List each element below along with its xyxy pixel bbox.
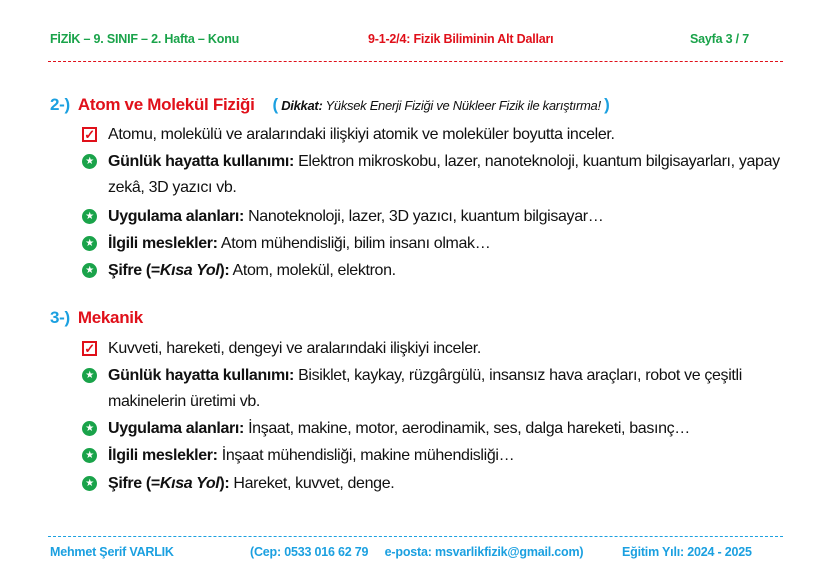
item-text: Atom, molekül, elektron. [229,262,396,279]
item-label: Uygulama alanları: [108,208,244,225]
star-icon: ★ [82,448,97,463]
footer-year: Eğitim Yılı: 2024 - 2025 [622,545,752,559]
section-note [272,95,610,114]
section-title: Mekanik [77,308,143,327]
item-label-italic: Kısa Yol [159,475,220,492]
footer-divider [48,536,783,537]
item-label-end: ): [219,262,230,279]
item-text: Bisiklet, kaykay, rüzgârgülü, insansız hava araçları, robot ve çeşitli makinelerin üretimi vb. [108,367,742,410]
item-label: Şifre (= [108,262,160,279]
list-item [82,231,802,257]
star-icon: ★ [82,209,97,224]
footer-contact: (Cep: 0533 016 62 79 e-posta: msvarlikfizik@gmail.com) [250,545,584,559]
list-item [82,363,802,415]
list-item [82,204,802,230]
list-item [82,149,802,201]
list-item [82,471,802,497]
header-topic: 9-1-2/4: Fizik Biliminin Alt Dalları [368,32,554,46]
item-label: Şifre (= [108,475,160,492]
header-divider [48,61,783,62]
list-item [82,443,802,469]
footer-author: Mehmet Şerif VARLIK [50,545,174,559]
section-number: 3-) [50,308,70,327]
item-label: İlgili meslekler: [108,235,218,252]
star-icon: ★ [82,236,97,251]
note-text: Yüksek Enerji Fiziği ve Nükleer Fizik ile karıştırma! [322,98,601,113]
item-text: Elektron mikroskobu, lazer, nanoteknoloji, kuantum bilgisayarları, yapay zekâ, 3D yazıcı vb. [108,153,780,196]
checkbox-icon: ✓ [82,341,97,356]
note-label: Dikkat: [281,98,323,113]
item-text: Hareket, kuvvet, denge. [229,475,395,492]
section-number: 2-) [50,95,70,114]
section-heading [50,308,143,328]
list-item [82,416,802,442]
list-item [82,258,802,284]
list-item [82,122,802,148]
item-label-italic: Kısa Yol [159,262,220,279]
item-text: Atomu, molekülü ve aralarındaki ilişkiyi atomik ve moleküler boyutta inceler. [108,126,615,143]
star-icon: ★ [82,421,97,436]
header-page: Sayfa 3 / 7 [690,32,749,46]
item-text: İnşaat, makine, motor, aerodinamik, ses, dalga hareketi, basınç… [243,420,690,437]
item-text: Atom mühendisliği, bilim insanı olmak… [217,235,491,252]
star-icon: ★ [82,263,97,278]
item-label: İlgili meslekler: [108,447,218,464]
header-course: FİZİK – 9. SINIF – 2. Hafta – Konu [50,32,240,46]
section-title: Atom ve Molekül Fiziği [77,95,255,114]
item-text: Nanoteknoloji, lazer, 3D yazıcı, kuantum bilgisayar… [243,208,604,225]
star-icon: ★ [82,476,97,491]
star-icon: ★ [82,368,97,383]
note-open-paren: ( [272,95,278,114]
star-icon: ★ [82,154,97,169]
item-text: Kuvveti, hareketi, dengeyi ve aralarındaki ilişkiyi inceler. [108,340,481,357]
item-label: Günlük hayatta kullanımı: [108,153,294,170]
item-label: Uygulama alanları: [108,420,244,437]
item-text: İnşaat mühendisliği, makine mühendisliği… [217,447,515,464]
note-close-paren: ) [604,95,610,114]
section-heading [50,95,609,115]
checkbox-icon: ✓ [82,127,97,142]
list-item [82,336,802,362]
item-label: Günlük hayatta kullanımı: [108,367,294,384]
item-label-end: ): [219,475,230,492]
